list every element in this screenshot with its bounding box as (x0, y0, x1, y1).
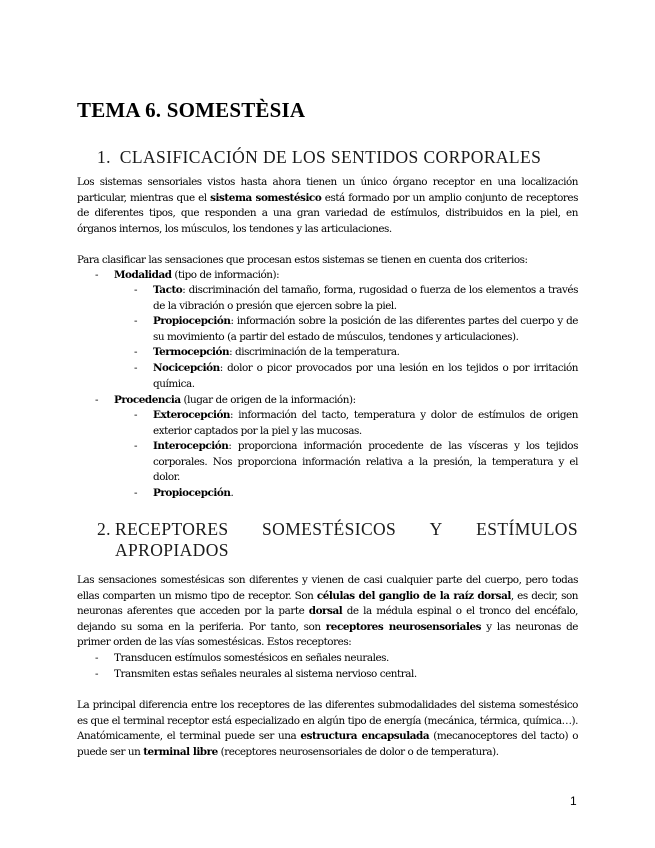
text-run: Transmiten estas señales neurales al sistema nervioso central. (114, 667, 417, 680)
text-run: : proporciona información procedente de las vísceras y los tejidos corporales. Nos proporciona información relativa a la presión, la temperatura y el dolor. (153, 440, 578, 484)
section-number: 2. (97, 519, 111, 539)
text-run: : información del tacto, temperatura y dolor de estímulos de origen exterior captados por la piel y las mucosas. (153, 409, 578, 437)
paragraph (77, 698, 578, 760)
bold-term: receptores neurosensoriales (325, 620, 482, 633)
bullet-dash: - (95, 667, 99, 680)
bold-term: dorsal (308, 605, 343, 618)
paragraph (77, 175, 578, 237)
bold-term: sistema somestésico (210, 191, 322, 204)
receptor-functions-list (95, 651, 578, 682)
bullet-dash: - (95, 394, 99, 406)
list-item (134, 408, 578, 439)
section-title: CLASIFICACIÓN DE LOS SENTIDOS CORPORALES (119, 147, 542, 167)
text-run: Las sensaciones somestésicas son diferentes y vienen de casi cualquier parte del cuerpo, pero todas ellas comparten un mismo tipo de receptor. Son (77, 574, 578, 602)
heading-word: Y (429, 519, 443, 539)
criteria-list (95, 393, 578, 409)
heading-word: ESTÍMULOS (476, 519, 578, 539)
bold-term: Tacto (153, 284, 183, 296)
text-run: (lugar de origen de la información): (180, 394, 356, 406)
bold-term: Interocepción (153, 440, 229, 453)
section-title-line-2: APROPIADOS (115, 540, 229, 560)
paragraph (77, 573, 578, 651)
list-item (134, 361, 578, 392)
section-title-line-1 (97, 519, 578, 540)
bold-term: Procedencia (114, 394, 181, 406)
list-item (134, 439, 578, 486)
document-title: TEMA 6. SOMESTÈSIA (77, 98, 306, 122)
text-run: : dolor o picor provocados por una lesión en los tejidos o por irritación química. (153, 361, 578, 390)
bullet-dash: - (134, 346, 138, 359)
bold-term: Propiocepción (153, 486, 231, 499)
bullet-dash: - (134, 440, 138, 453)
text-run: (tipo de información): (171, 269, 280, 281)
heading-word: RECEPTORES (115, 519, 229, 539)
section-2-heading (97, 519, 578, 561)
text-run: . (230, 486, 234, 499)
heading-word: SOMESTÉSICOS (262, 519, 397, 539)
text-run: (mecanoceptores del tacto) o puede ser un (77, 730, 579, 758)
bold-term: Termocepción (153, 346, 230, 359)
bold-term: Exterocepción (153, 409, 231, 421)
page-number: 1 (570, 794, 577, 808)
bullet-dash: - (134, 361, 138, 374)
bold-term: terminal libre (143, 745, 218, 758)
list-item (95, 667, 578, 683)
text-run: : discriminación de la temperatura. (229, 346, 400, 359)
modalidad-sublist (134, 283, 578, 392)
list-item (95, 393, 578, 409)
bold-term: estructura encapsulada (300, 730, 430, 743)
paragraph: Para clasificar las sensaciones que procesan estos sistemas se tienen en cuenta dos criterios: (77, 254, 528, 266)
text-run: Los sistemas sensoriales vistos hasta ahora tienen un único órgano receptor en una localización particular, mientras que el (77, 176, 578, 204)
list-item (134, 283, 578, 314)
text-run: Transducen estímulos somestésicos en señales neurales. (114, 652, 389, 664)
bullet-dash: - (134, 486, 138, 499)
bullet-dash: - (134, 409, 138, 421)
bold-term: células del ganglio de la raíz dorsal (316, 589, 511, 602)
section-1-heading (97, 147, 541, 168)
text-run: y las neuronas de primer orden de las vías somestésicas. Estos receptores: (77, 620, 579, 649)
bullet-dash: - (134, 284, 138, 296)
list-item (95, 268, 578, 284)
text-run: : discriminación del tamaño, forma, rugosidad o fuerza de los elementos a través de la vibración o presión que ejercen sobre la piel. (153, 284, 578, 312)
text-run: (receptores neurosensoriales de dolor o de temperatura). (217, 745, 499, 758)
bullet-dash: - (95, 652, 99, 664)
bold-term: Propiocepción (153, 315, 231, 328)
criteria-list (95, 268, 578, 284)
list-item (134, 486, 578, 502)
section-number: 1. (97, 147, 111, 167)
text-run: : información sobre la posición de las diferentes partes del cuerpo y de su movimiento (a partir del estado de músculos, tendones y articulaciones). (153, 315, 578, 343)
list-item (134, 345, 578, 361)
text-run: La principal diferencia entre los receptores de las diferentes submodalidades del sistema somestésico es que el terminal receptor está especializado en algún tipo de energía (mecánica, térmica, química…). Anatómicamente, el terminal puede ser una (77, 699, 578, 743)
procedencia-sublist (134, 408, 578, 502)
bold-term: Nocicepción (153, 361, 220, 374)
list-item (95, 651, 578, 667)
list-item (134, 314, 578, 345)
bullet-dash: - (95, 269, 99, 281)
bullet-dash: - (134, 315, 138, 328)
text-run: , es decir, son neuronas aferentes que acceden por la parte (77, 589, 579, 618)
bold-term: Modalidad (114, 269, 172, 281)
text-run: está formado por un amplio conjunto de receptores de diferentes tipos, que responden a una gran variedad de estímulos, distribuidos en la piel, en órganos internos, los músculos, los tendones y las articulaciones. (77, 191, 578, 235)
text-run: de la médula espinal o el tronco del encéfalo, dejando su soma en la periferia. Por tanto, son (77, 605, 578, 633)
